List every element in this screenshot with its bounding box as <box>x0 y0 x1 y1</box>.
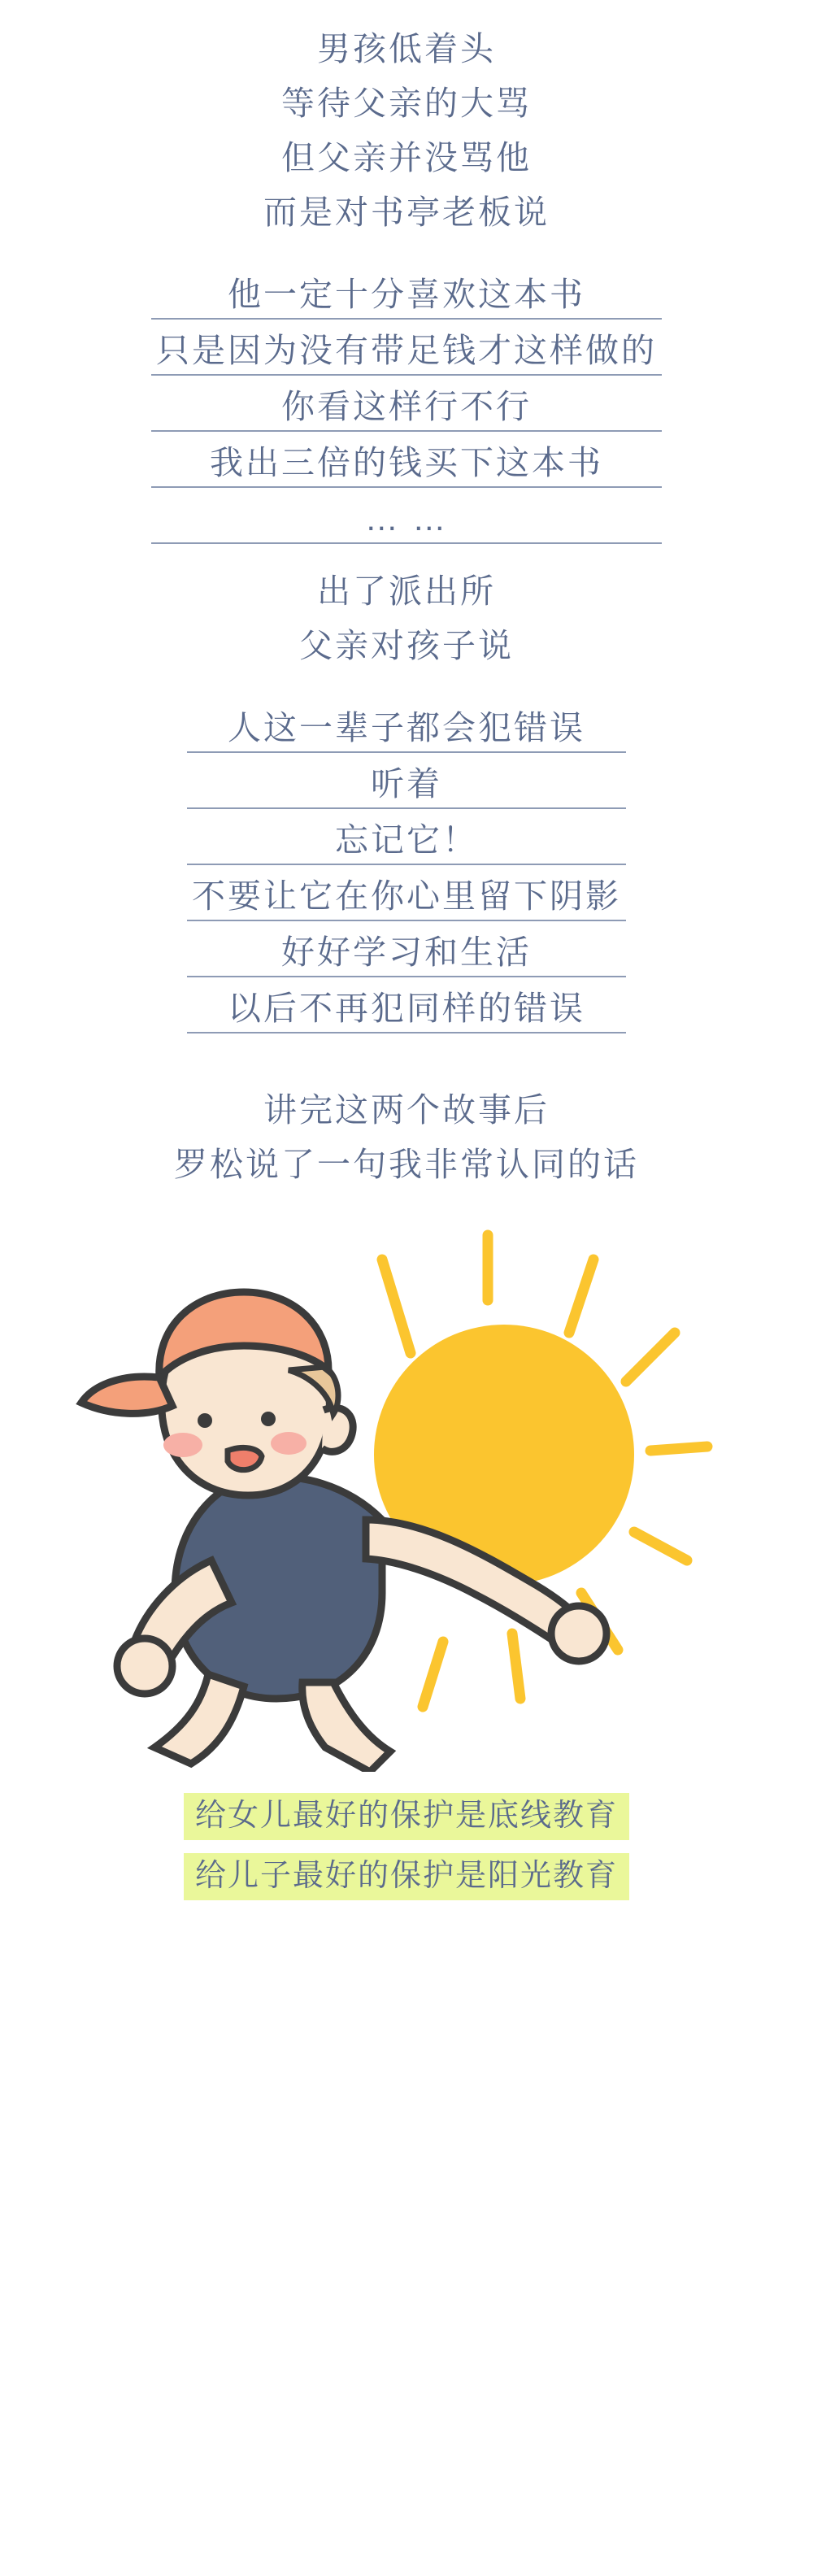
eye-right-icon <box>261 1412 276 1426</box>
leg-front-shape <box>154 1674 244 1764</box>
ear-shape <box>322 1408 353 1451</box>
highlighted-line: 给女儿最好的保护是底线教育 <box>184 1793 629 1840</box>
cap-brim-shape <box>81 1377 172 1413</box>
text-line: 出了派出所 <box>317 572 496 610</box>
paragraph-block-2 <box>151 278 662 559</box>
text-line-underlined: 你看这样行不行 <box>151 390 662 432</box>
highlighted-line: 给儿子最好的保护是阳光教育 <box>184 1853 629 1900</box>
text-line-underlined: 我出三倍的钱买下这本书 <box>151 446 662 488</box>
text-line-underlined: 听着 <box>187 768 626 809</box>
text-line-underlined: 只是因为没有带足钱才这样做的 <box>151 334 662 376</box>
leg-back-shape <box>302 1682 390 1772</box>
text-line-underlined: 忘记它！ <box>187 824 626 865</box>
text-line-underlined: 他一定十分喜欢这本书 <box>151 278 662 320</box>
text-line-underlined: 不要让它在你心里留下阴影 <box>187 880 626 921</box>
text-line-underlined: 以后不再犯同样的错误 <box>187 992 626 1033</box>
hand-front-shape <box>117 1638 172 1694</box>
paragraph-block-1 <box>259 30 554 250</box>
cheek-left-icon <box>163 1433 202 1457</box>
text-line: 男孩低着头 <box>317 30 496 67</box>
text-line-underlined: 人这一辈子都会犯错误 <box>187 711 626 753</box>
text-line: 罗松说了一句我非常认同的话 <box>174 1146 639 1183</box>
article-body <box>0 0 813 1203</box>
text-line: 等待父亲的大骂 <box>281 85 532 122</box>
eye-left-icon <box>198 1413 212 1428</box>
hand-back-shape <box>551 1606 606 1661</box>
paragraph-block-3 <box>294 572 519 684</box>
footer-highlight-block <box>0 1793 813 1913</box>
cheek-right-icon <box>271 1432 307 1455</box>
text-line-underlined: 好好学习和生活 <box>187 936 626 977</box>
paragraph-block-5 <box>169 1091 644 1203</box>
paragraph-block-4 <box>187 711 626 1048</box>
running-boy-with-sun-illustration <box>0 1211 813 1772</box>
mouth-shape <box>228 1447 262 1469</box>
text-line: 而是对书亭老板说 <box>263 194 550 231</box>
text-line-underlined: … … <box>151 503 662 544</box>
text-line: 父亲对孩子说 <box>299 627 514 664</box>
illustration-svg <box>0 1211 813 1772</box>
text-line: 但父亲并没骂他 <box>281 139 532 176</box>
text-line: 讲完这两个故事后 <box>263 1091 550 1129</box>
